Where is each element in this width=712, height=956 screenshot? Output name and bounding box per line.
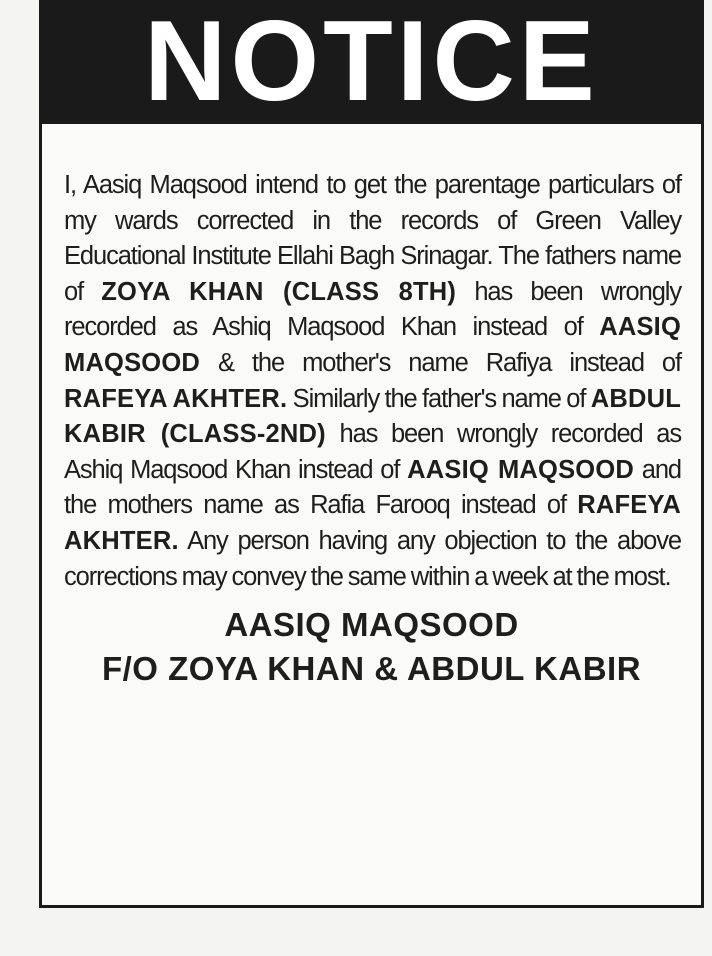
notice-banner	[42, 0, 701, 124]
ward-name-1: ZOYA KHAN (CLASS 8TH)	[101, 277, 457, 306]
mother-name: RAFEYA AKHTER.	[64, 384, 288, 413]
notice-text: and the mothers name as Rafia Farooq instead of	[64, 455, 681, 520]
notice-text: has been wrongly recorded as Ashiq Maqsood Khan instead of	[64, 277, 681, 342]
father-name: AASIQ MAQSOOD	[64, 313, 681, 377]
notice-text: Similarly the father's name of	[287, 384, 591, 413]
signature-relation: F/O ZOYA KHAN & ABDUL KABIR	[101, 650, 642, 688]
ward-name-2: ABDUL KABIR (CLASS-2ND)	[64, 384, 681, 449]
notice-body	[42, 124, 701, 595]
father-name: AASIQ MAQSOOD	[407, 455, 634, 484]
notice-box	[39, 0, 704, 908]
notice-text: I, Aasiq Maqsood intend to get the parentage particulars of my wards corrected in the records of Green Valley Educational Institute Ellahi Bagh Srinagar. The fathers name of	[64, 171, 681, 306]
notice-text: & the mother's name Rafiya instead of	[200, 348, 681, 377]
signature-block	[42, 603, 701, 691]
notice-text: has been wrongly recorded as Ashiq Maqsood Khan instead of	[64, 420, 681, 484]
mother-name: RAFEYA AKHTER.	[64, 491, 681, 555]
notice-text: Any person having any objection to the above corrections may convey the same within a week at the most.	[64, 526, 681, 591]
signature-name: AASIQ MAQSOOD	[224, 606, 519, 644]
notice-title: NOTICE	[144, 0, 599, 125]
